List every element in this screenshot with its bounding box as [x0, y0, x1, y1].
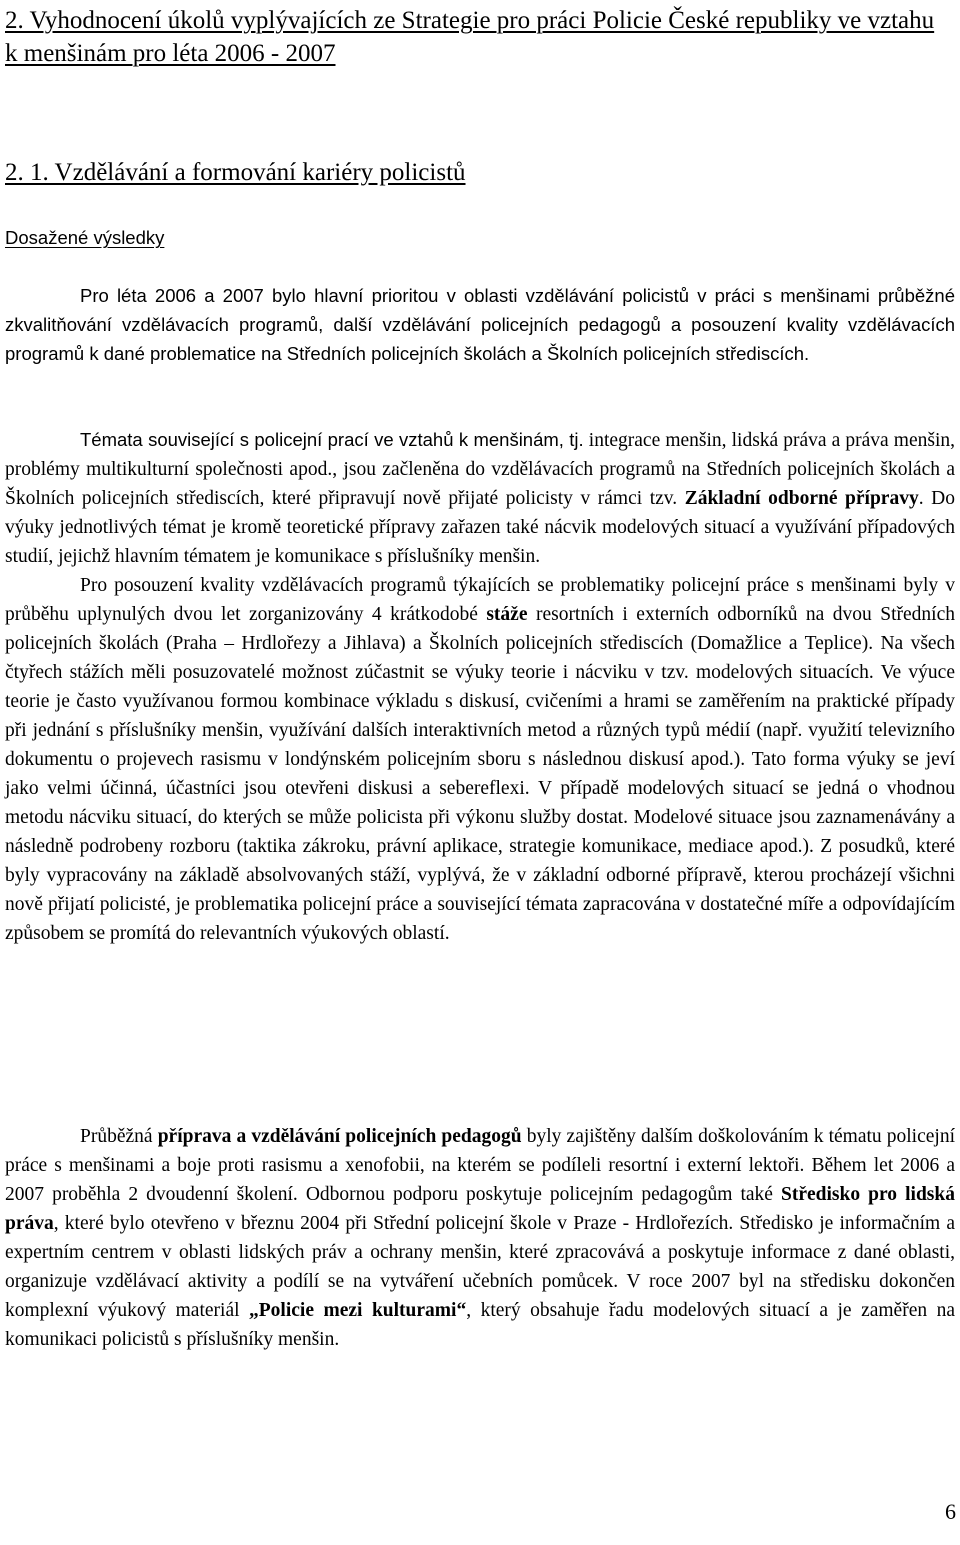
paragraph-priorities	[5, 281, 955, 368]
paragraph-4-lead: Průběžná	[80, 1126, 158, 1147]
page-number: 6	[945, 1499, 956, 1524]
paragraph-2-bold: Základní odborné přípravy	[684, 488, 919, 509]
paragraph-1-text: Pro léta 2006 a 2007 bylo hlavní prioritou v oblasti vzdělávání policistů v práci s menšinami průběžné zkvalitňování vzdělávacích programů, další vzdělávání policejních pedagogů a posouzení kvality vzdělávacích programů k dané problematice na Středních policejních školách a Školních policejních střediscích.	[5, 285, 955, 364]
paragraph-2-lead: Témata související s policejní prací ve vztahů k menšinám, tj.	[80, 429, 584, 450]
paragraph-4-text-1: byly zajištěny dalším doškolováním k tématu policejní práce s menšinami a boje proti rasismu a xenofobii, na kterém se podíleli resortní i externí lektoři. Během let 2006 a 2007 proběhla 2 dvoudenní školení. Odbornou podporu poskytuje policejním pedagogům také	[5, 1126, 955, 1205]
paragraph-4-text-2: , které bylo otevřeno v březnu 2004 při Střední policejní škole v Praze - Hrdlořezích. Středisko je informačním a expertním centrem v oblasti lidských práv a ochrany menšin, které zpracovává a poskytuje informace z dané oblasti, organizuje vzdělávací aktivity a podílí se na vytváření učebních pomůcek. V roce 2007 byl na středisku dokončen komplexní výukový materiál	[5, 1213, 955, 1321]
paragraph-4-bold-3: „Policie mezi kulturami“	[249, 1300, 467, 1321]
paragraph-3-tail: resortních i externích odborníků na dvou Středních policejních školách (Praha – Hrdlořezy a Jihlava) a Školních policejních střediscích (Domažlice a Teplice). Na všech čtyřech stážích měli posuzovatelé možnost zúčastnit se výuky teorie i nácviku v tzv. modelových situacích. Ve výuce teorie je často využívanou formou kombinace výkladu s diskusí, cvičeními a hrami se zaměřením na praktické případy při jednání s příslušníky menšin, využívání dalších interaktivních metod a různých typů médií (např. využití televizního dokumentu o projevech rasismu v londýnském policejním sboru s následnou diskusí apod.). Tato forma výuky se jeví jako velmi účinná, účastníci jsou otevřeni diskusi a sebereflexi. V případě modelových situací se jedná o vhodnou metodu nácviku situací, do kterých se může policista při výkonu služby dostat. Modelové situace jsou zaznamenávány a následně podrobeny rozboru (taktika zákroku, právní aplikace, strategie komunikace, mediace apod.). Z posudků, které byly vypracovány na základě absolvovaných stáží, vyplývá, že v základní odborné přípravě, kterou procházejí všichni nově přijatí policisté, je problematika policejní práce a související témata zapracována v dostatečné míře a odpovídajícím způsobem se promítá do relevantních výukových oblastí.	[5, 604, 956, 944]
paragraph-block-main	[5, 425, 955, 948]
paragraph-teachers	[5, 1122, 955, 1354]
paragraph-4-tail: , který obsahuje řadu modelových situací a je zaměřen na komunikaci policistů s příslušníky menšin.	[5, 1300, 955, 1350]
paragraph-4-bold-1: příprava a vzdělávání policejních pedagogů	[157, 1126, 522, 1147]
paragraph-internships	[5, 571, 955, 948]
paragraph-3-text: Pro posouzení kvality vzdělávacích programů týkajících se problematiky policejní práce s menšinami byly v průběhu uplynulých dvou let zorganizovány 4 krátkodobé	[5, 575, 955, 625]
paragraph-2-text: integrace menšin, lidská práva a práva menšin, problémy multikulturní společnosti apod., jsou začleněna do vzdělávacích programů na Středních policejních školách a Školních policejních střediscích, které připravují nově přijaté policisty v rámci tzv.	[5, 430, 956, 509]
chapter-heading: 2. Vyhodnocení úkolů vyplývajících ze Strategie pro práci Policie České republiky ve vztahu k menšinám pro léta 2006 - 2007	[5, 7, 935, 67]
paragraph-topics	[5, 425, 955, 571]
paragraph-4-bold-2: Středisko pro lidská práva	[5, 1184, 955, 1234]
paragraph-block-teachers	[5, 1122, 955, 1354]
paragraph-2-tail: . Do výuky jednotlivých témat je kromě teoretické přípravy zařazen také nácvik modelových situací a využívání případových studií, jejichž hlavním tématem je komunikace s příslušníky menšin.	[5, 488, 955, 567]
section-heading: 2. 1. Vzdělávání a formování kariéry policistů	[5, 159, 466, 186]
paragraph-3-bold: stáže	[486, 604, 528, 625]
subheading: Dosažené výsledky	[5, 227, 165, 248]
